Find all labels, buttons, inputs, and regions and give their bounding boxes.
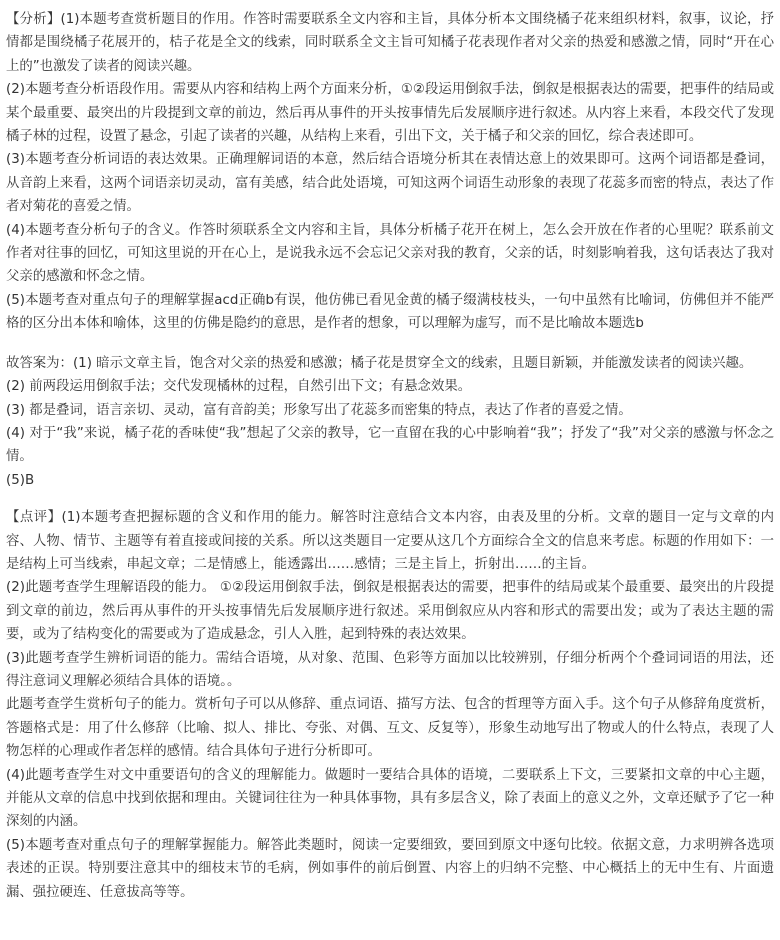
comment-section [6, 506, 774, 904]
analysis-section [6, 8, 774, 336]
analysis-paragraph-2: (2)本题考查分析语段作用。需要从内容和结构上两个方面来分析，①②段运用倒叙手法，倒叙是根据表达的需要，把事件的结局或某个最重要、最突出的片段提到文章的前边，然后再从事件的开头按事情先后发展顺序进行叙述。从内容上来看，本段交代了发现橘子林的过程，设置了悬念，引起了读者的兴趣，从结构上来看，引出下文，关于橘子和父亲的回忆，综合表述即可。 [6, 82, 774, 145]
comment-paragraph-4: 此题考查学生赏析句子的能力。赏析句子可以从修辞、重点词语、描写方法、包含的哲理等方面入手。这个句子从修辞角度赏析，答题格式是：用了什么修辞（比喻、拟人、排比、夸张、对偶、互文、反复等），形象生动地写出了物或人的什么特点，表现了人物怎样的心理或作者怎样的感情。结合具体句子进行分析即可。 [6, 697, 774, 760]
comment-paragraph-5: (4)此题考查学生对文中重要语句的含义的理解能力。做题时一要结合具体的语境，二要联系上下文，三要紧扣文章的中心主题，并能从文章的信息中找到依据和理由。关键词往往为一种具体事物，具有多层含义，除了表面上的意义之外，文章还赋予了它一种深刻的内涵。 [6, 767, 774, 830]
comment-paragraph-1: 【点评】(1)本题考查把握标题的含义和作用的能力。解答时注意结合文本内容，由表及里的分析。文章的题目一定与文章的内容、人物、情节、主题等有着直接或间接的关系。所以这类题目一定要从这几个方面综合全文的信息来考虑。标题的作用如下：一是结构上可当线索，串起文章；二是情感上，能透露出……感情；三是主旨上，折射出……的主旨。 [6, 510, 774, 572]
analysis-paragraph-5: (5)本题考查对重点句子的理解掌握acd正确b有误，他仿佛已看见金黄的橘子缀满枝枝头，一句中虽然有比喻词，仿佛但并不能严格的区分出本体和喻体，这里的仿佛是隐约的意思，是作者的想象，可以理解为虚写，而不是比喻故本题选b [6, 292, 774, 332]
answer-paragraph-1: 故答案为：(1) 暗示文章主旨，饱含对父亲的热爱和感激；橘子花是贯穿全文的线索，且题目新颖，并能激发读者的阅读兴趣。 [6, 355, 753, 371]
section-divider-space [6, 336, 774, 352]
answer-paragraph-3: (3) 都是叠词，语言亲切、灵动，富有音韵美；形象写出了花蕊多而密集的特点，表达了作者的喜爱之情。 [6, 402, 632, 418]
section-divider-space [6, 492, 774, 506]
comment-paragraph-2: (2)此题考查学生理解语段的能力。 ①②段运用倒叙手法，倒叙是根据表达的需要，把事件的结局或某个最重要、最突出的片段提到文章的前边，然后再从事件的开头按事情先后发展顺序进行叙述。采用倒叙应从内容和形式的需要出发；或为了表达主题的需要，或为了结构变化的需要或为了造成悬念，引人入胜，起到特殊的表达效果。 [6, 580, 774, 643]
comment-paragraph-6: (5)本题考查对重点句子的理解掌握能力。解答此类题时，阅读一定要细致，要回到原文中逐句比较。依据文意，力求明辨各选项表述的正误。特别要注意其中的细枝末节的毛病，例如事件的前后倒置、内容上的归纳不完整、中心概括上的无中生有、片面遗漏、强拉硬连、任意拔高等等。 [6, 837, 774, 900]
answer-paragraph-2: (2) 前两段运用倒叙手法；交代发现橘林的过程，自然引出下文；有悬念效果。 [6, 379, 472, 395]
comment-paragraph-3: (3)此题考查学生辨析词语的能力。需结合语境，从对象、范围、色彩等方面加以比较辨别，仔细分析两个个叠词词语的用法，还得注意词义理解必须结合具体的语境。。 [6, 650, 774, 689]
answer-paragraph-5: (5)B [6, 472, 35, 488]
answer-paragraph-4: (4) 对于“我”来说，橘子花的香味使“我”想起了父亲的教导，它一直留在我的心中影响着“我”；抒发了“我”对父亲的感激与怀念之情。 [6, 425, 774, 465]
analysis-paragraph-3: (3)本题考查分析词语的表达效果。正确理解词语的本意，然后结合语境分析其在表情达意上的效果即可。这两个词语都是叠词，从音韵上来看，这两个词语亲切灵动，富有美感，结合此处语境，可知这两个词语生动形象的表现了花蕊多而密的特点，表达了作者对菊花的喜爱之情。 [6, 152, 774, 215]
analysis-paragraph-1: 【分析】(1)本题考查赏析题目的作用。作答时需要联系全文内容和主旨，具体分析本文围绕橘子花来组织材料，叙事，议论，抒情都是围绕橘子花展开的，桔子花是全文的线索，同时联系全文主旨可知橘子花表现作者对父亲的热爱和感激之情，同时“开在心上的”也激发了读者的阅读兴趣。 [6, 12, 774, 74]
analysis-paragraph-4: (4)本题考查分析句子的含义。作答时须联系全文内容和主旨，具体分析橘子花开在树上，怎么会开放在作者的心里呢？联系前文作者对往事的回忆，可知这里说的开在心上，是说我永远不会忘记父亲对我的教育，父亲的话，时刻影响着我，这句话表达了我对父亲的感激和怀念之情。 [6, 222, 774, 285]
answers-section [6, 352, 774, 492]
